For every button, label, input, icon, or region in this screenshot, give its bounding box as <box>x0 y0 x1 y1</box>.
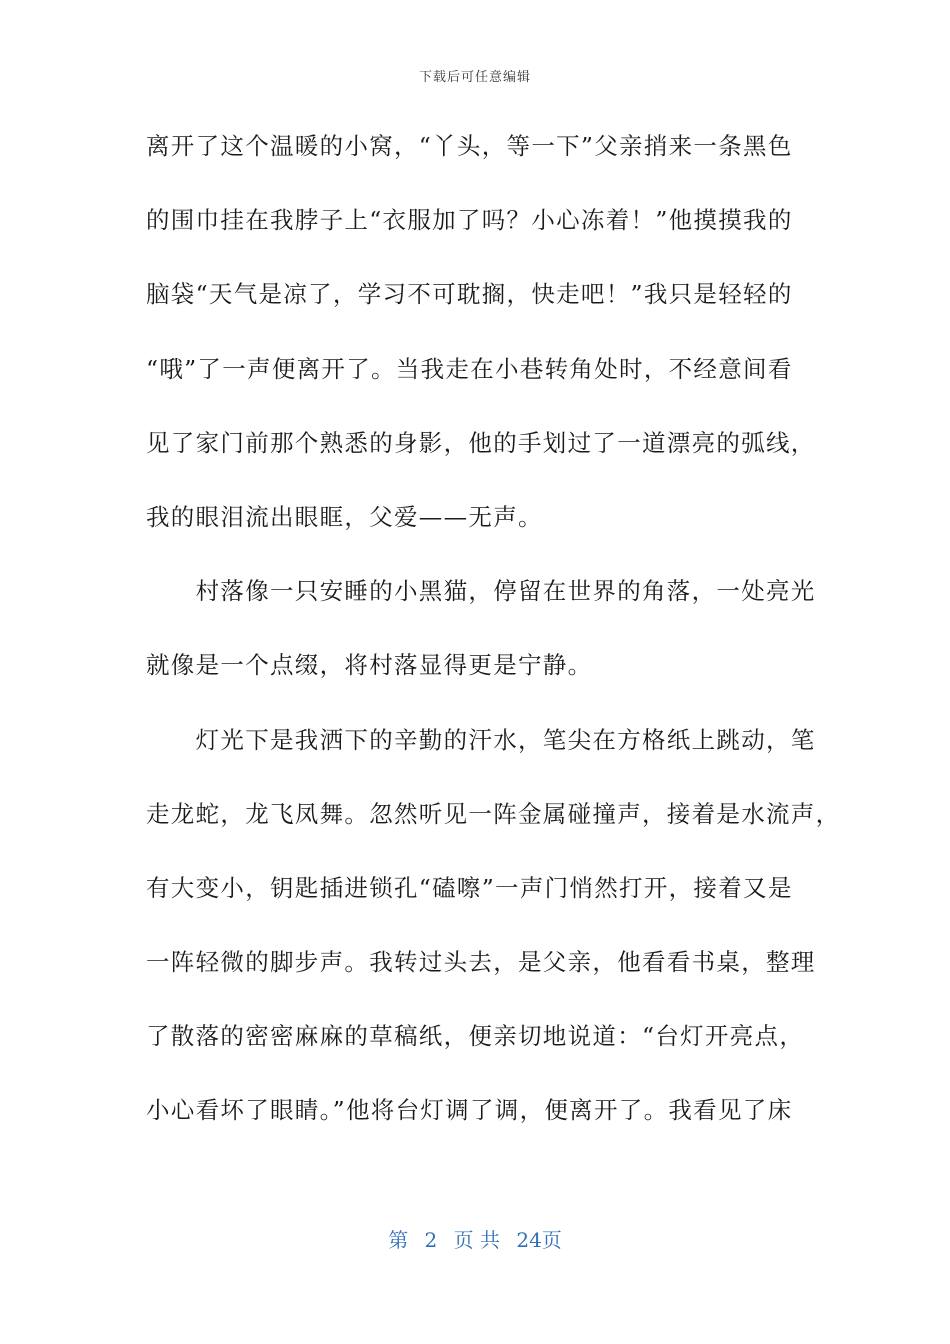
text-line: 灯光下是我洒下的辛勤的汗水，笔尖在方格纸上跳动，笔 <box>146 725 816 754</box>
current-page-number: 2 <box>424 1228 438 1252</box>
text-line: 离开了这个温暖的小窝，“丫头，等一下”父亲捎来一条黑色 <box>146 132 793 160</box>
footer-middle: 页 共 <box>453 1228 500 1252</box>
text-line: 一阵轻微的脚步声。我转过头去，是父亲，他看看书桌，整理 <box>146 948 816 977</box>
text-line: 就像是一个点缀，将村落显得更是宁静。 <box>146 651 593 680</box>
text-line: 见了家门前那个熟悉的身影，他的手划过了一道漂亮的弧线， <box>146 428 816 457</box>
document-body <box>146 120 841 1159</box>
text-line: 脑袋“天气是凉了，学习不可耽搁，快走吧！”我只是轻轻的 <box>146 280 793 309</box>
text-line: 的围巾挂在我脖子上“衣服加了吗？小心冻着！”他摸摸我的 <box>146 206 793 235</box>
page-footer <box>0 1224 950 1253</box>
text-line: 村落像一只安睡的小黑猫，停留在世界的角落，一处亮光 <box>146 577 816 606</box>
footer-suffix: 页 <box>541 1228 562 1252</box>
footer-prefix: 第 <box>388 1228 409 1252</box>
page-header: 下载后可任意编辑 <box>418 70 531 85</box>
text-line: 小心看坏了眼睛。”他将台灯调了调，便离开了。我看见了床 <box>146 1096 793 1125</box>
text-line: 有大变小，钥匙插进锁孔“磕嚓”一声门悄然打开，接着又是 <box>146 873 793 902</box>
text-line: 我的眼泪流出眼眶，父爱——无声。 <box>146 502 543 531</box>
total-pages-number: 24 <box>516 1228 542 1252</box>
text-line: 走龙蛇，龙飞凤舞。忽然听见一阵金属碰撞声，接着是水流声， <box>146 799 841 828</box>
text-line: “哦”了一声便离开了。当我走在小巷转角处时，不经意间看 <box>146 354 793 383</box>
text-line: 了散落的密密麻麻的草稿纸，便亲切地说道：“台灯开亮点， <box>146 1022 805 1051</box>
